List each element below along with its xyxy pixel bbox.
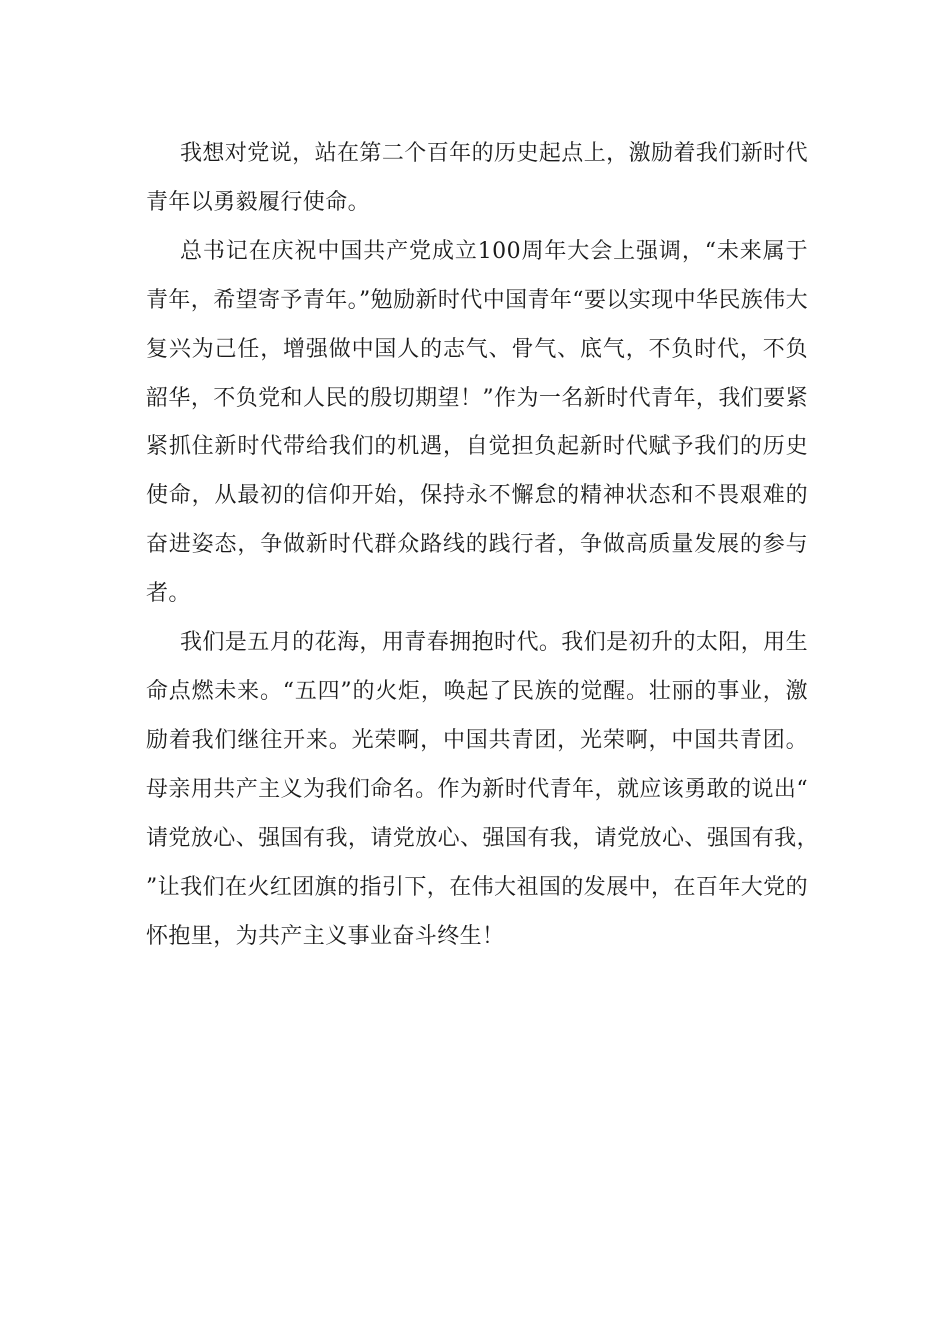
document-body: [146, 130, 808, 961]
paragraph-3: 我们是五月的花海，用青春拥抱时代。我们是初升的太阳，用生命点燃未来。“五四”的火炬，唤起了民族的觉醒。壮丽的事业，激励着我们继往开来。光荣啊，中国共青团，光荣啊，中国共青团。母亲用共产主义为我们命名。作为新时代青年，就应该勇敢的说出“请党放心、强国有我，请党放心、强国有我，请党放心、强国有我，”让我们在火红团旗的指引下，在伟大祖国的发展中，在百年大党的怀抱里，为共产主义事业奋斗终生！: [146, 630, 808, 949]
paragraph-1: 我想对党说，站在第二个百年的历史起点上，激励着我们新时代青年以勇毅履行使命。: [146, 141, 808, 215]
paragraph-2: 总书记在庆祝中国共产党成立100周年大会上强调，“未来属于青年，希望寄予青年。”勉励新时代中国青年“要以实现中华民族伟大复兴为己任，增强做中国人的志气、骨气、底气，不负时代，不负韶华，不负党和人民的殷切期望！”作为一名新时代青年，我们要紧紧抓住新时代带给我们的机遇，自觉担负起新时代赋予我们的历史使命，从最初的信仰开始，保持永不懈怠的精神状态和不畏艰难的奋进姿态，争做新时代群众路线的践行者，争做高质量发展的参与者。: [146, 238, 808, 607]
